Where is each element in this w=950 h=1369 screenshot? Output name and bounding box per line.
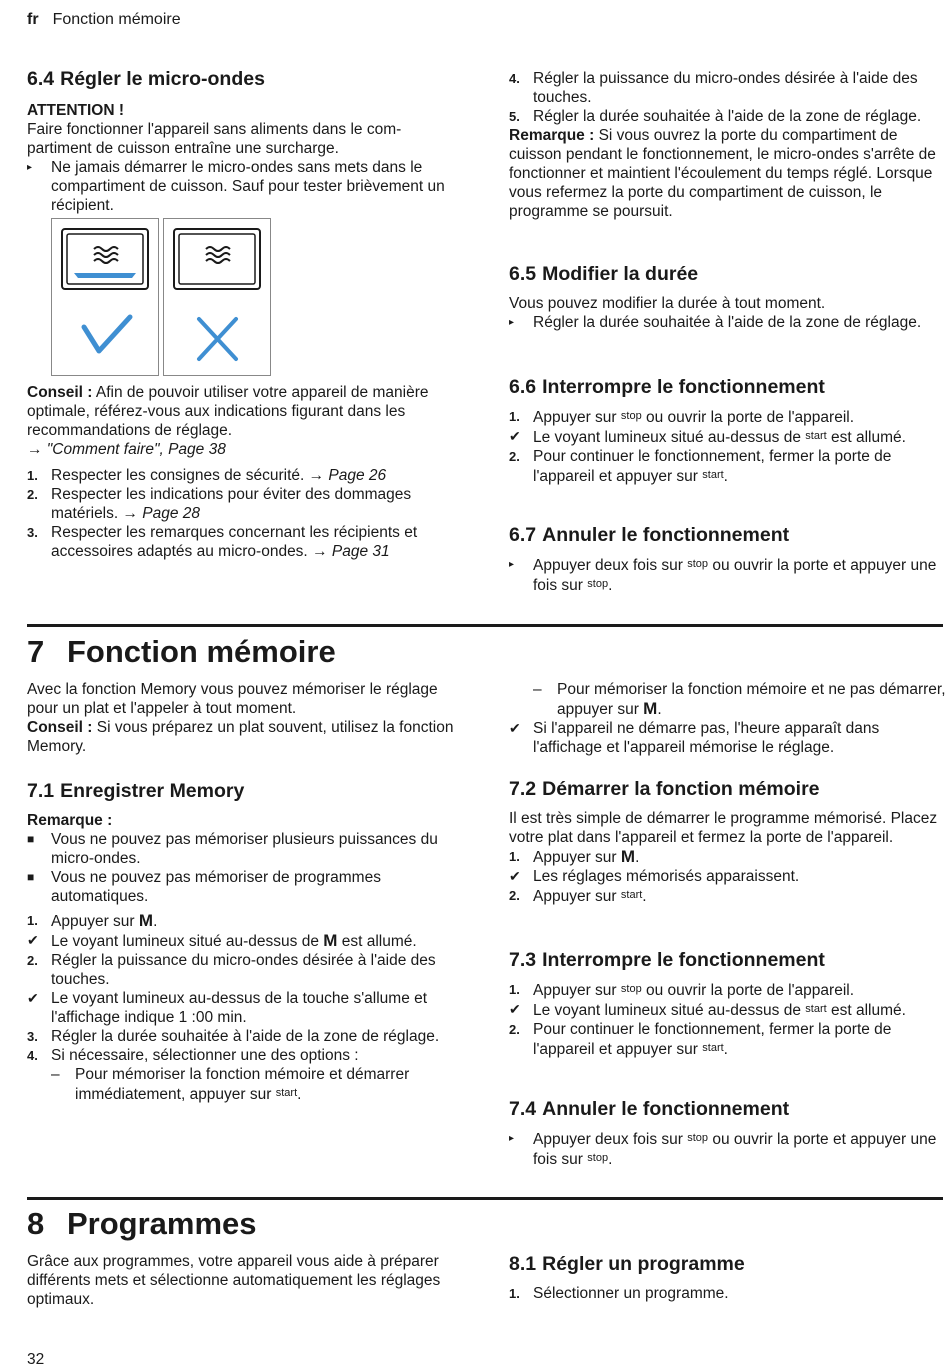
check-result-icon: ✔	[509, 868, 521, 884]
check-icon	[84, 317, 130, 351]
triangle-bullet-icon: ▸	[509, 317, 515, 328]
intro-text: Avec la fonction Memory vous pouvez mémoriser le réglage pour un plat et l'appeler à tout moment.	[27, 681, 438, 717]
step-1: 1. Appuyer sur stop ou ouvrir la porte de l'appareil.	[509, 409, 855, 426]
language-code: fr	[27, 11, 39, 28]
microwave-waves-icon	[62, 229, 148, 289]
triangle-bullet-icon: ▸	[27, 162, 33, 173]
attention-label: ATTENTION !	[27, 102, 125, 119]
result-1: ✔ Le voyant lumineux situé au-dessus de M est allumé.	[27, 931, 417, 950]
section-heading: 7.4 Annuler le fonctionnement	[509, 1098, 790, 1120]
result-1: ✔ Les réglages mémorisés apparaissent.	[509, 868, 800, 885]
step-3: 3. Respecter les remarques concernant les récipients et accessoires adaptés au micro-ondes. → Page 31	[27, 524, 418, 560]
section-6-6	[509, 376, 947, 486]
intro-text: Vous pouvez modifier la durée à tout moment.	[509, 295, 826, 312]
section-heading: 7.1 Enregistrer Memory	[27, 780, 245, 802]
section-6-7	[509, 524, 947, 595]
action-bullet: ▸ Appuyer deux fois sur stop ou ouvrir la porte et appuyer une fois sur stop.	[509, 557, 937, 594]
chapter-divider	[27, 1197, 943, 1200]
start-key-label: start	[620, 889, 643, 901]
cross-reference-link[interactable]: → "Comment faire", Page 38	[27, 441, 226, 458]
stop-key-label: stop	[587, 578, 609, 590]
section-7-4	[509, 1098, 947, 1169]
chapter-7-intro	[27, 680, 465, 756]
check-result-icon: ✔	[27, 990, 39, 1006]
section-6-4	[27, 68, 465, 215]
section-6-4-steps	[509, 69, 947, 221]
chapter-8-heading-block	[27, 1206, 927, 1242]
section-7-3	[509, 949, 947, 1059]
intro-text: Grâce aux programmes, votre appareil vous aide à préparer différents mets et sélectionne automatiquement les réglages optimaux.	[27, 1253, 441, 1308]
chapter-8-intro	[27, 1252, 465, 1309]
section-heading: 8.1 Régler un programme	[509, 1253, 745, 1275]
start-key-label: start	[275, 1087, 298, 1099]
action-bullet: ▸ Appuyer deux fois sur stop ou ouvrir la porte et appuyer une fois sur stop.	[509, 1131, 937, 1168]
square-bullet-icon: ■	[27, 832, 35, 846]
option-1: – Pour mémoriser la fonction mémoire et démarrer immédiatement, appuyer sur start.	[51, 1066, 410, 1103]
section-heading: 7.3 Interrompre le fonctionnement	[509, 949, 825, 971]
section-heading: 6.4 Régler le micro-ondes	[27, 68, 265, 90]
memory-key-label: M	[138, 911, 154, 930]
triangle-bullet-icon: ▸	[509, 559, 515, 570]
check-result-icon: ✔	[27, 932, 39, 948]
option-2: – Pour mémoriser la fonction mémoire et ne pas démarrer, appuyer sur M.	[533, 681, 946, 718]
step-1: 1. Appuyer sur M.	[509, 847, 640, 866]
section-heading: 6.5 Modifier la durée	[509, 263, 699, 285]
microwave-waves-icon	[174, 229, 260, 289]
step-3: 3. Régler la durée souhaitée à l'aide de la zone de réglage.	[27, 1028, 440, 1045]
note-label: Remarque :	[27, 812, 113, 829]
cross-icon	[199, 319, 236, 359]
section-7-1-continued	[509, 680, 947, 757]
section-6-5	[509, 263, 947, 332]
section-heading: 6.7 Annuler le fonctionnement	[509, 524, 790, 546]
step-1: 1. Appuyer sur stop ou ouvrir la porte de l'appareil.	[509, 982, 855, 999]
memory-key-label: M	[620, 847, 636, 866]
result-2: ✔ Le voyant lumineux au-dessus de la touche s'allume et l'affichage indique 1 :00 min.	[27, 990, 428, 1026]
chapter-7-heading-block	[27, 634, 927, 670]
square-bullet-icon: ■	[27, 870, 35, 884]
step-2: 2. Respecter les indications pour éviter des dommages matériels. → Page 28	[27, 486, 412, 522]
warning-text-2: partiment de cuisson entraîne une surcharge.	[27, 140, 339, 157]
microwave-figure	[51, 218, 271, 376]
check-result-icon: ✔	[509, 1001, 521, 1017]
start-key-label: start	[702, 1042, 724, 1054]
result-1: ✔ Le voyant lumineux situé au-dessus de start est allumé.	[509, 1001, 906, 1019]
check-result-icon: ✔	[509, 720, 521, 736]
memory-key-label: M	[323, 931, 338, 950]
chapter-divider	[27, 624, 943, 627]
start-key-label: start	[702, 469, 724, 481]
memory-key-label: M	[643, 699, 658, 718]
step-4: 4. Si nécessaire, sélectionner une des options :	[27, 1047, 359, 1064]
page-number: 32	[27, 1351, 45, 1368]
page-ref-link[interactable]: → Page 26	[308, 467, 387, 484]
stop-key-label: stop	[620, 983, 642, 995]
tip-paragraph: Conseil : Afin de pouvoir utiliser votre appareil de manière optimale, référez-vous aux indications figurant dans les recommandations de réglage.	[27, 384, 429, 439]
tip-paragraph: Conseil : Si vous préparez un plat souvent, utilisez la fonction Memory.	[27, 719, 454, 755]
note-paragraph: Remarque : Si vous ouvrez la porte du compartiment de cuisson pendant le fonctionnement, le micro-ondes s'arrête de fonctionner et maintient l'écoulement du temps réglé. Lorsque vous refermez la porte du compartiment de cuisson, le programme se poursuit.	[509, 127, 936, 220]
section-7-2	[509, 778, 947, 906]
stop-key-label: stop	[620, 410, 642, 422]
stop-key-label: stop	[687, 558, 709, 570]
check-result-icon: ✔	[509, 428, 521, 444]
running-header	[27, 10, 181, 29]
section-heading: 7.2 Démarrer la fonction mémoire	[509, 778, 820, 800]
start-key-label: start	[805, 430, 827, 442]
page-ref-link[interactable]: → Page 31	[312, 543, 390, 560]
intro-text: Il est très simple de démarrer le programme mémorisé. Placez votre plat dans l'appareil et fermez la porte de l'appareil.	[509, 810, 938, 846]
figure-panel-incorrect	[163, 218, 271, 376]
warning-bullet: ▸ Ne jamais démarrer le micro-ondes sans mets dans le compartiment de cuisson. Sauf pour tester brièvement un récipient.	[27, 159, 445, 214]
step-5: 5. Régler la durée souhaitée à l'aide de la zone de réglage.	[509, 108, 922, 125]
figure-panel-correct	[51, 218, 159, 376]
section-6-4-continued	[27, 383, 465, 561]
section-7-1	[27, 780, 465, 1104]
step-1: 1. Appuyer sur M.	[27, 911, 158, 930]
action-bullet: ▸ Régler la durée souhaitée à l'aide de la zone de réglage.	[509, 314, 922, 331]
step-1: 1. Sélectionner un programme.	[509, 1285, 729, 1302]
result-4: ✔ Si l'appareil ne démarre pas, l'heure apparaît dans l'affichage et l'appareil mémorise le réglage.	[509, 720, 880, 756]
step-2: 2. Appuyer sur start.	[509, 888, 647, 905]
stop-key-label: stop	[587, 1152, 609, 1164]
chapter-heading: 7 Fonction mémoire	[27, 634, 336, 669]
step-2: 2. Pour continuer le fonctionnement, fermer la porte de l'appareil et appuyer sur start.	[509, 1021, 892, 1058]
note-item: ■ Vous ne pouvez pas mémoriser plusieurs puissances du micro-ondes.	[27, 831, 438, 867]
result-1: ✔ Le voyant lumineux situé au-dessus de start est allumé.	[509, 428, 906, 446]
header-section-title: Fonction mémoire	[52, 11, 181, 28]
section-8-1	[509, 1253, 947, 1303]
section-heading: 6.6 Interrompre le fonctionnement	[509, 376, 825, 398]
step-4: 4. Régler la puissance du micro-ondes désirée à l'aide des touches.	[509, 70, 918, 106]
step-2: 2. Régler la puissance du micro-ondes désirée à l'aide des touches.	[27, 952, 436, 988]
warning-text-1: Faire fonctionner l'appareil sans aliments dans le com-	[27, 121, 402, 138]
chapter-heading: 8 Programmes	[27, 1206, 257, 1241]
triangle-bullet-icon: ▸	[509, 1133, 515, 1144]
step-1: 1. Respecter les consignes de sécurité. → Page 26	[27, 467, 387, 484]
stop-key-label: stop	[687, 1132, 709, 1144]
page-ref-link[interactable]: → Page 28	[122, 505, 201, 522]
start-key-label: start	[805, 1003, 827, 1015]
step-2: 2. Pour continuer le fonctionnement, fermer la porte de l'appareil et appuyer sur start.	[509, 448, 892, 485]
note-item: ■ Vous ne pouvez pas mémoriser de programmes automatiques.	[27, 869, 381, 905]
